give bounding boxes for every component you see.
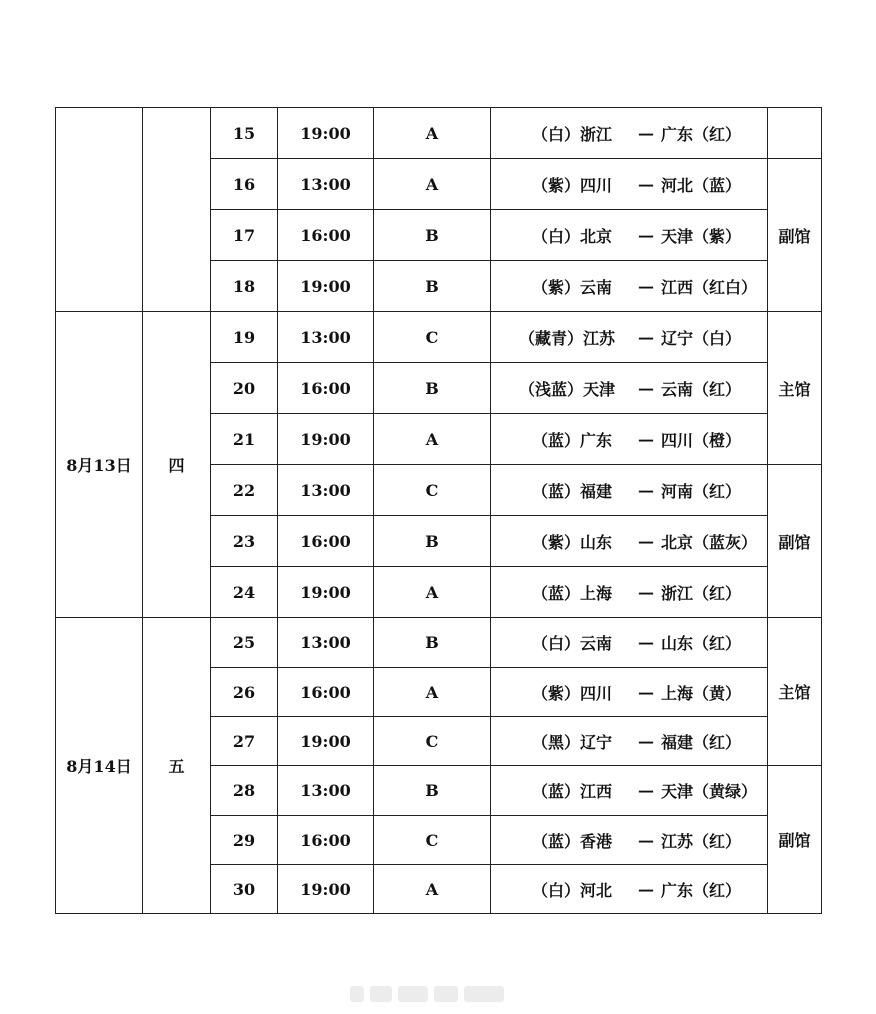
away-team: 上海（黄） bbox=[661, 683, 742, 703]
match-group: A bbox=[374, 567, 491, 618]
match-time: 13:00 bbox=[278, 465, 374, 516]
away-team: 广东（红） bbox=[661, 124, 742, 144]
away-team: 福建（红） bbox=[661, 732, 742, 752]
match-time: 16:00 bbox=[278, 210, 374, 261]
match-group: B bbox=[374, 261, 491, 312]
match-teams bbox=[491, 516, 768, 567]
match-teams bbox=[491, 865, 768, 914]
home-team: （紫）四川 bbox=[531, 175, 612, 195]
match-time: 13:00 bbox=[278, 766, 374, 816]
match-teams bbox=[491, 261, 768, 312]
match-group: A bbox=[374, 108, 491, 159]
home-team: （紫）云南 bbox=[531, 277, 612, 297]
match-group: A bbox=[374, 865, 491, 914]
match-number: 26 bbox=[211, 668, 278, 717]
match-teams bbox=[491, 668, 768, 717]
home-team: （蓝）福建 bbox=[531, 481, 612, 501]
match-group: B bbox=[374, 363, 491, 414]
weekday-cell: 四 bbox=[143, 312, 211, 618]
home-team: （浅蓝）天津 bbox=[518, 379, 615, 399]
match-teams bbox=[491, 766, 768, 816]
venue-cell: 主馆 bbox=[768, 618, 822, 766]
match-number: 27 bbox=[211, 717, 278, 766]
versus-dash: — bbox=[638, 480, 654, 500]
match-group: B bbox=[374, 210, 491, 261]
away-team: 广东（红） bbox=[661, 880, 742, 900]
match-time: 19:00 bbox=[278, 414, 374, 465]
versus-dash: — bbox=[638, 327, 654, 347]
home-team: （黑）辽宁 bbox=[531, 732, 612, 752]
match-teams bbox=[491, 717, 768, 766]
match-number: 15 bbox=[211, 108, 278, 159]
away-team: 天津（黄绿） bbox=[661, 782, 758, 801]
match-group: A bbox=[374, 668, 491, 717]
match-number: 29 bbox=[211, 816, 278, 865]
away-team: 天津（紫） bbox=[661, 226, 742, 246]
home-team: （白）河北 bbox=[531, 880, 612, 900]
versus-dash: — bbox=[638, 781, 654, 800]
venue-cell: 主馆 bbox=[768, 312, 822, 465]
versus-dash: — bbox=[638, 123, 654, 143]
match-group: B bbox=[374, 618, 491, 668]
home-team: （蓝）上海 bbox=[531, 583, 612, 603]
match-number: 30 bbox=[211, 865, 278, 914]
match-time: 19:00 bbox=[278, 717, 374, 766]
match-time: 19:00 bbox=[278, 108, 374, 159]
home-team: （白）浙江 bbox=[531, 124, 612, 144]
home-team: （白）云南 bbox=[531, 634, 612, 653]
match-number: 28 bbox=[211, 766, 278, 816]
match-group: C bbox=[374, 465, 491, 516]
away-team: 江苏（红） bbox=[661, 831, 742, 851]
table-row bbox=[56, 108, 822, 159]
match-time: 19:00 bbox=[278, 261, 374, 312]
versus-dash: — bbox=[638, 174, 654, 194]
away-team: 河南（红） bbox=[661, 481, 742, 501]
away-team: 四川（橙） bbox=[661, 430, 742, 450]
table-row bbox=[56, 312, 822, 363]
versus-dash: — bbox=[638, 633, 654, 652]
match-teams bbox=[491, 312, 768, 363]
home-team: （紫）四川 bbox=[531, 683, 612, 703]
venue-cell: 副馆 bbox=[768, 766, 822, 914]
match-teams bbox=[491, 618, 768, 668]
weekday-cell: 五 bbox=[143, 618, 211, 914]
match-time: 13:00 bbox=[278, 159, 374, 210]
match-number: 20 bbox=[211, 363, 278, 414]
home-team: （蓝）香港 bbox=[531, 831, 612, 851]
date-cell bbox=[56, 108, 143, 312]
versus-dash: — bbox=[638, 879, 654, 899]
versus-dash: — bbox=[638, 429, 654, 449]
venue-cell: 副馆 bbox=[768, 465, 822, 618]
away-team: 浙江（红） bbox=[661, 583, 742, 603]
away-team: 江西（红白） bbox=[661, 277, 758, 297]
match-time: 16:00 bbox=[278, 363, 374, 414]
match-number: 21 bbox=[211, 414, 278, 465]
match-number: 17 bbox=[211, 210, 278, 261]
match-time: 13:00 bbox=[278, 312, 374, 363]
match-group: C bbox=[374, 312, 491, 363]
home-team: （藏青）江苏 bbox=[518, 328, 615, 348]
match-time: 13:00 bbox=[278, 618, 374, 668]
venue-cell: 副馆 bbox=[768, 159, 822, 312]
home-team: （白）北京 bbox=[531, 226, 612, 246]
match-time: 19:00 bbox=[278, 567, 374, 618]
match-number: 19 bbox=[211, 312, 278, 363]
match-group: C bbox=[374, 717, 491, 766]
match-teams bbox=[491, 159, 768, 210]
match-teams bbox=[491, 414, 768, 465]
match-number: 16 bbox=[211, 159, 278, 210]
match-group: C bbox=[374, 816, 491, 865]
match-teams bbox=[491, 108, 768, 159]
away-team: 云南（红） bbox=[661, 379, 742, 399]
versus-dash: — bbox=[638, 731, 654, 751]
away-team: 山东（红） bbox=[661, 634, 742, 653]
match-number: 23 bbox=[211, 516, 278, 567]
versus-dash: — bbox=[638, 830, 654, 850]
match-teams bbox=[491, 465, 768, 516]
match-number: 18 bbox=[211, 261, 278, 312]
match-teams bbox=[491, 363, 768, 414]
versus-dash: — bbox=[638, 582, 654, 602]
versus-dash: — bbox=[638, 378, 654, 398]
match-number: 25 bbox=[211, 618, 278, 668]
versus-dash: — bbox=[638, 682, 654, 702]
match-group: A bbox=[374, 414, 491, 465]
away-team: 辽宁（白） bbox=[661, 328, 742, 348]
match-number: 22 bbox=[211, 465, 278, 516]
versus-dash: — bbox=[638, 276, 654, 296]
weekday-cell bbox=[143, 108, 211, 312]
versus-dash: — bbox=[638, 531, 654, 551]
match-time: 16:00 bbox=[278, 516, 374, 567]
date-cell: 8月14日 bbox=[56, 618, 143, 914]
match-teams bbox=[491, 816, 768, 865]
home-team: （蓝）江西 bbox=[531, 782, 612, 801]
match-teams bbox=[491, 210, 768, 261]
table-row bbox=[56, 618, 822, 668]
match-time: 19:00 bbox=[278, 865, 374, 914]
match-group: A bbox=[374, 159, 491, 210]
match-time: 16:00 bbox=[278, 668, 374, 717]
date-cell: 8月13日 bbox=[56, 312, 143, 618]
match-group: B bbox=[374, 516, 491, 567]
match-teams bbox=[491, 567, 768, 618]
away-team: 河北（蓝） bbox=[661, 175, 742, 195]
venue-cell bbox=[768, 108, 822, 159]
schedule-table bbox=[55, 107, 822, 914]
home-team: （蓝）广东 bbox=[531, 430, 612, 450]
match-time: 16:00 bbox=[278, 816, 374, 865]
home-team: （紫）山东 bbox=[531, 532, 612, 552]
away-team: 北京（蓝灰） bbox=[661, 532, 758, 552]
match-number: 24 bbox=[211, 567, 278, 618]
watermark bbox=[350, 986, 530, 1002]
versus-dash: — bbox=[638, 225, 654, 245]
match-group: B bbox=[374, 766, 491, 816]
